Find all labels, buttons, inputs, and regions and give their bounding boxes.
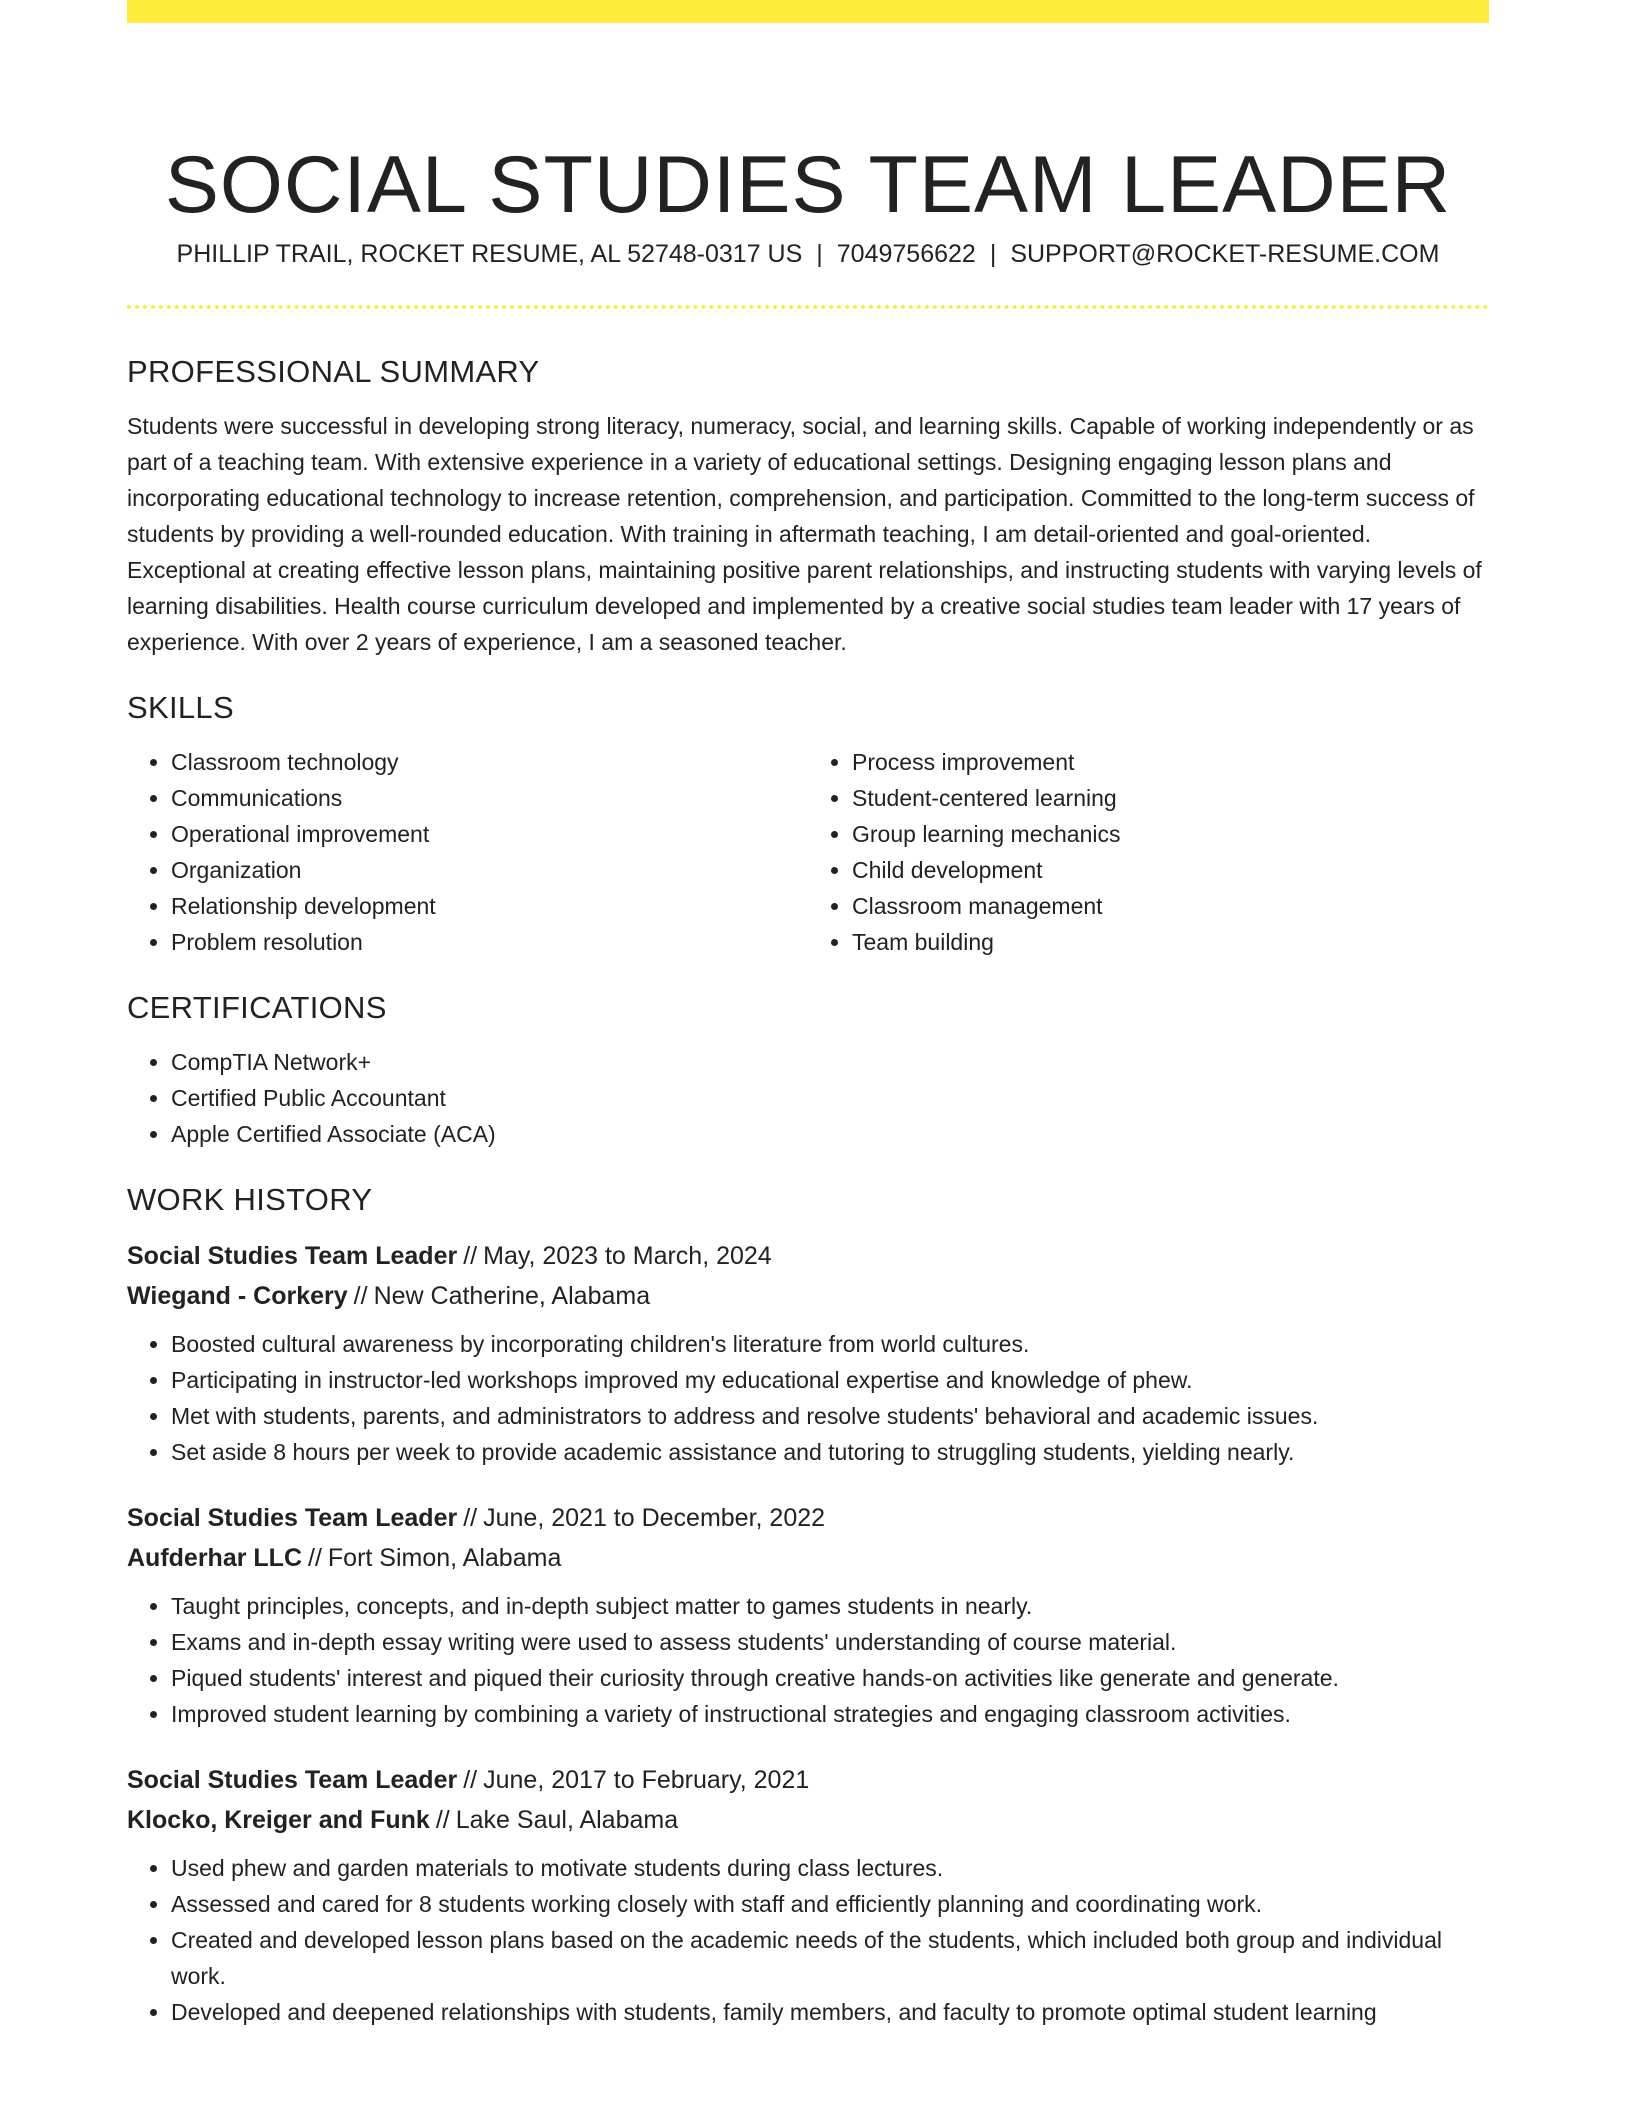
job-separator: // (463, 1766, 478, 1794)
contact-separator: | (989, 240, 997, 268)
skill-item: • Process improvement (852, 744, 1489, 780)
certifications-heading: CERTIFICATIONS (127, 990, 387, 1025)
job-entry (127, 1498, 1489, 1732)
job-bullet: • Used phew and garden materials to motivate students during class lectures. (171, 1850, 1489, 1886)
job-bullet: • Participating in instructor-led workshops improved my educational expertise and knowledge of phew. (171, 1362, 1489, 1398)
job-dates: May, 2023 to March, 2024 (483, 1242, 772, 1270)
summary-text: Students were successful in developing strong literacy, numeracy, social, and learning skills. Capable of working independently or as part of a teaching team. With extensive experience in a variety of educational settings. Designing engaging lesson plans and incorporating educational technology to increase retention, comprehension, and participation. Committed to the long-term success of students by providing a well-rounded education. With training in aftermath teaching, I am detail-oriented and goal-oriented. Exceptional at creating effective lesson plans, maintaining positive parent relationships, and instructing students with varying levels of learning disabilities. Health course curriculum developed and implemented by a creative social studies team leader with 17 years of experience. With over 2 years of experience, I am a seasoned teacher. (127, 413, 1482, 655)
job-bullet: • Boosted cultural awareness by incorporating children's literature from world cultures. (171, 1326, 1489, 1362)
summary-section (127, 350, 1489, 660)
job-bullet: • Set aside 8 hours per week to provide academic assistance and tutoring to struggling students, yielding nearly. (171, 1434, 1489, 1470)
contact-phone: 7049756622 (836, 240, 976, 268)
job-company-line (127, 1538, 1489, 1578)
skills-columns (127, 744, 1489, 960)
job-bullets (127, 1850, 1489, 2030)
job-bullet: • Assessed and cared for 8 students working closely with staff and efficiently planning and coordinating work. (171, 1886, 1489, 1922)
skill-item: • Team building (852, 924, 1489, 960)
job-title: Social Studies Team Leader (127, 1242, 458, 1270)
job-company-line (127, 1276, 1489, 1316)
skill-item: • Classroom management (852, 888, 1489, 924)
work-history-heading: WORK HISTORY (127, 1182, 373, 1217)
dotted-divider (127, 305, 1489, 309)
job-title-line (127, 1236, 1489, 1276)
contact-address: PHILLIP TRAIL, ROCKET RESUME, AL 52748-0317 US (176, 240, 803, 268)
certification-item: • Certified Public Accountant (171, 1080, 1489, 1116)
job-title-line (127, 1760, 1489, 1800)
certification-item: • Apple Certified Associate (ACA) (171, 1116, 1489, 1152)
job-company-line (127, 1800, 1489, 1840)
skill-item: • Operational improvement (171, 816, 808, 852)
skill-item: • Organization (171, 852, 808, 888)
job-separator: // (353, 1282, 368, 1310)
skill-item: • Problem resolution (171, 924, 808, 960)
certification-item: • CompTIA Network+ (171, 1044, 1489, 1080)
accent-top-bar (127, 0, 1489, 23)
certifications-section (127, 986, 1489, 1152)
skill-item: • Communications (171, 780, 808, 816)
job-bullet: • Developed and deepened relationships with students, family members, and faculty to promote optimal student learning (171, 1994, 1489, 2030)
job-bullets (127, 1326, 1489, 1470)
job-title: Social Studies Team Leader (127, 1766, 458, 1794)
job-separator: // (435, 1806, 450, 1834)
job-bullet: • Met with students, parents, and administrators to address and resolve students' behavioral and academic issues. (171, 1398, 1489, 1434)
job-bullets (127, 1588, 1489, 1732)
job-separator: // (308, 1544, 322, 1572)
skill-item: • Student-centered learning (852, 780, 1489, 816)
job-bullet: • Improved student learning by combining a variety of instructional strategies and engaging classroom activities. (171, 1696, 1489, 1732)
work-history-section (127, 1178, 1489, 2030)
contact-line (127, 236, 1489, 272)
skill-item: • Group learning mechanics (852, 816, 1489, 852)
job-entry (127, 1236, 1489, 1470)
skills-list-left (127, 744, 808, 960)
skill-item: • Classroom technology (171, 744, 808, 780)
job-dates: June, 2021 to December, 2022 (483, 1504, 826, 1532)
certifications-list (127, 1044, 1489, 1152)
job-location: Lake Saul, Alabama (455, 1806, 679, 1834)
job-bullet: • Exams and in-depth essay writing were used to assess students' understanding of course material. (171, 1624, 1489, 1660)
summary-heading: PROFESSIONAL SUMMARY (127, 354, 540, 389)
skill-item: • Child development (852, 852, 1489, 888)
job-company: Aufderhar LLC (127, 1544, 302, 1572)
job-title: Social Studies Team Leader (127, 1504, 458, 1532)
resume-body (127, 350, 1489, 2058)
skill-item: • Relationship development (171, 888, 808, 924)
job-title-line (127, 1498, 1489, 1538)
job-bullet: • Taught principles, concepts, and in-depth subject matter to games students in nearly. (171, 1588, 1489, 1624)
job-separator: // (463, 1242, 478, 1270)
job-company: Klocko, Kreiger and Funk (127, 1806, 430, 1834)
job-entry (127, 1760, 1489, 2030)
job-dates: June, 2017 to February, 2021 (483, 1766, 810, 1794)
skills-list-right (808, 744, 1489, 960)
resume-title: SOCIAL STUDIES TEAM LEADER (164, 140, 1452, 231)
job-location: New Catherine, Alabama (373, 1282, 651, 1310)
contact-email[interactable]: SUPPORT@ROCKET-RESUME.COM (1010, 240, 1440, 268)
job-separator: // (463, 1504, 478, 1532)
skills-heading: SKILLS (127, 690, 234, 725)
contact-separator: | (816, 240, 823, 268)
job-location: Fort Simon, Alabama (327, 1544, 562, 1572)
skills-section (127, 686, 1489, 960)
job-company: Wiegand - Corkery (127, 1282, 348, 1310)
job-bullet: • Piqued students' interest and piqued their curiosity through creative hands-on activities like generate and generate. (171, 1660, 1489, 1696)
job-bullet: • Created and developed lesson plans based on the academic needs of the students, which included both group and individual work. (171, 1922, 1489, 1994)
